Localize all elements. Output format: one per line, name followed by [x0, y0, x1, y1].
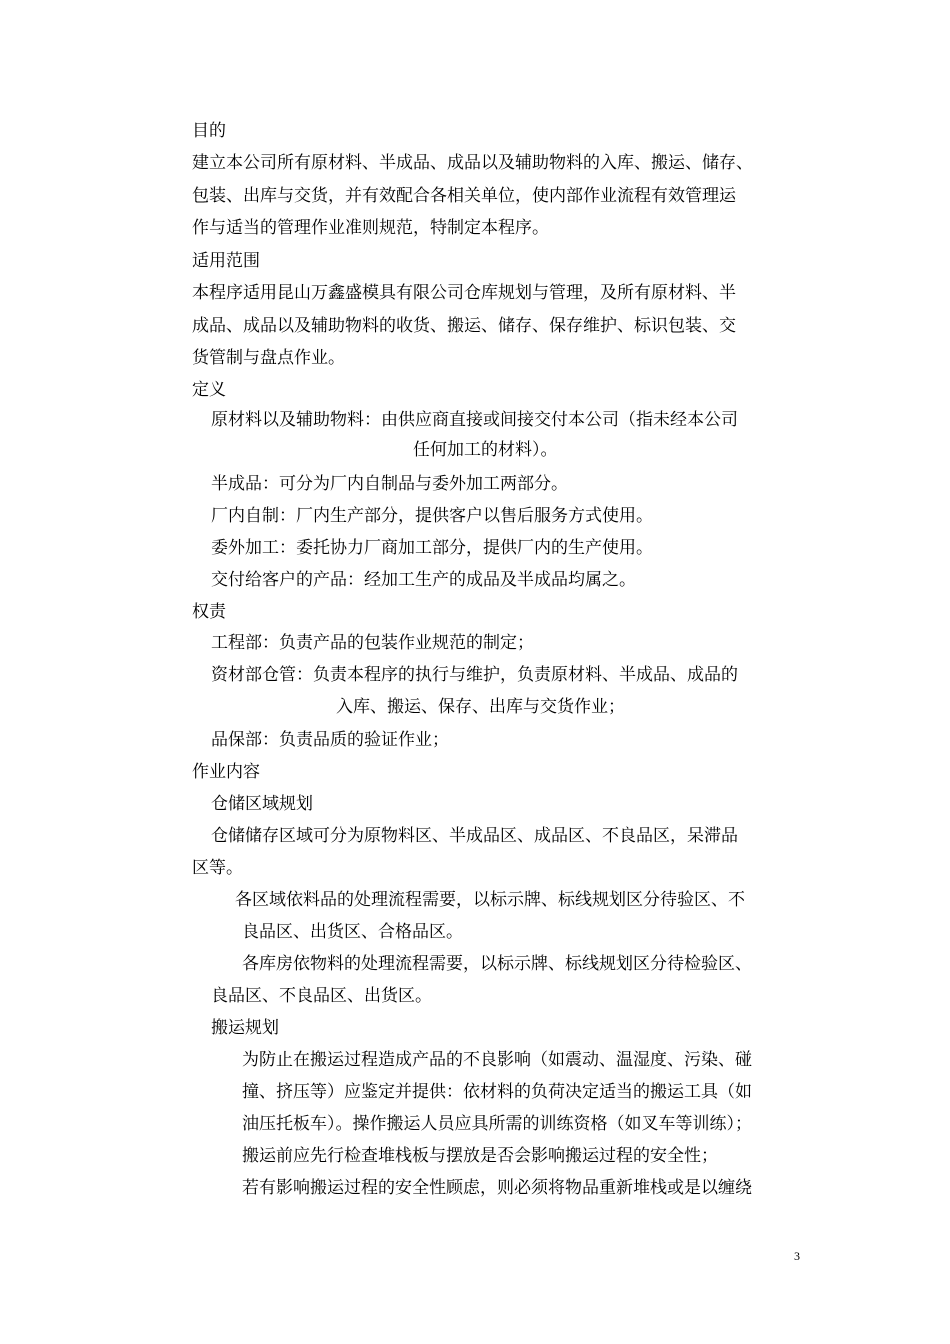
- content-line: 区等。: [192, 858, 243, 878]
- definition-line: 交付给客户的产品：经加工生产的成品及半成品均属之。: [211, 570, 636, 590]
- definition-line: 任何加工的材料）。: [413, 440, 558, 460]
- scope-line: 成品、成品以及辅助物料的收货、搬运、储存、保存维护、标识包装、交: [192, 316, 736, 336]
- responsibility-line: 工程部：负责产品的包装作业规范的制定；: [211, 633, 534, 653]
- definition-line: 半成品：可分为厂内自制品与委外加工两部分。: [211, 474, 568, 494]
- purpose-line: 建立本公司所有原材料、半成品、成品以及辅助物料的入库、搬运、储存、: [192, 153, 753, 173]
- content-line: 为防止在搬运过程造成产品的不良影响（如震动、温湿度、污染、碰: [242, 1050, 752, 1070]
- page-number: 3: [794, 1249, 800, 1263]
- purpose-line: 作与适当的管理作业准则规范，特制定本程序。: [192, 218, 549, 238]
- definition-line: 委外加工：委托协力厂商加工部分，提供厂内的生产使用。: [211, 538, 653, 558]
- scope-line: 货管制与盘点作业。: [192, 348, 345, 368]
- content-line: 各库房依物料的处理流程需要，以标示牌、标线规划区分待检验区、: [242, 954, 752, 974]
- content-line: 良品区、出货区、合格品区。: [242, 922, 463, 942]
- purpose-line: 包装、出库与交货，并有效配合各相关单位，使内部作业流程有效管理运: [192, 186, 736, 206]
- content-line: 撞、挤压等）应鉴定并提供：依材料的负荷决定适当的搬运工具（如: [242, 1082, 752, 1102]
- definition-line: 原材料以及辅助物料：由供应商直接或间接交付本公司（指未经本公司: [211, 410, 738, 430]
- section-heading-scope: 适用范围: [192, 251, 260, 271]
- responsibility-line: 资材部仓管：负责本程序的执行与维护，负责原材料、半成品、成品的: [211, 665, 738, 685]
- section-heading-responsibilities: 权责: [192, 602, 226, 622]
- definition-line: 厂内自制：厂内生产部分，提供客户以售后服务方式使用。: [211, 506, 653, 526]
- subsection-heading: 仓储区域规划: [211, 794, 313, 814]
- responsibility-line: 品保部：负责品质的验证作业；: [211, 730, 449, 750]
- content-line: 良品区、不良品区、出货区。: [211, 986, 432, 1006]
- subsection-heading: 搬运规划: [211, 1018, 279, 1038]
- content-line: 各区域依料品的处理流程需要，以标示牌、标线规划区分待验区、不: [235, 890, 745, 910]
- content-line: 搬运前应先行检查堆栈板与摆放是否会影响搬运过程的安全性；: [242, 1146, 718, 1166]
- section-heading-content: 作业内容: [192, 762, 260, 782]
- content-line: 若有影响搬运过程的安全性顾虑，则必须将物品重新堆栈或是以缠绕: [242, 1178, 752, 1198]
- content-line: 油压托板车）。操作搬运人员应具所需的训练资格（如叉车等训练）；: [242, 1114, 752, 1134]
- scope-line: 本程序适用昆山万鑫盛模具有限公司仓库规划与管理，及所有原材料、半: [192, 283, 736, 303]
- content-line: 仓储储存区域可分为原物料区、半成品区、成品区、不良品区，呆滞品: [211, 826, 738, 846]
- responsibility-line: 入库、搬运、保存、出库与交货作业；: [336, 697, 625, 717]
- section-heading-purpose: 目的: [192, 121, 226, 141]
- section-heading-definitions: 定义: [192, 380, 226, 400]
